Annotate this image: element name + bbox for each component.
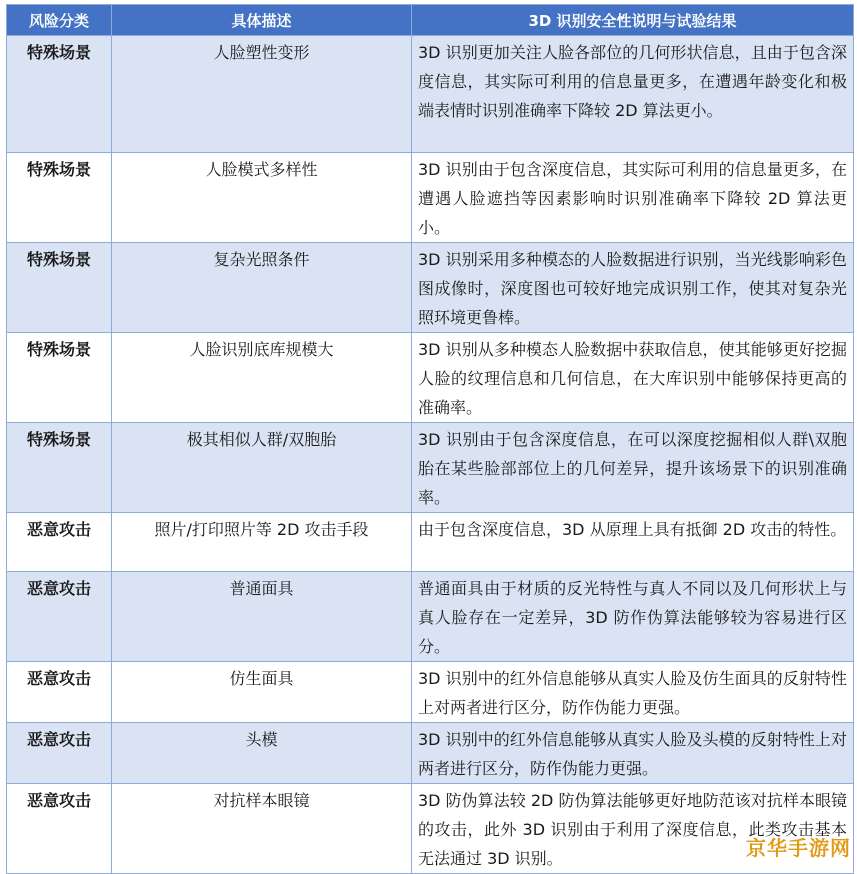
cell-category: 特殊场景 — [7, 243, 112, 333]
cell-description: 复杂光照条件 — [112, 243, 412, 333]
header-description: 具体描述 — [112, 5, 412, 36]
header-row — [7, 5, 854, 36]
cell-description: 人脸识别底库规模大 — [112, 333, 412, 423]
cell-result: 3D 识别采用多种模态的人脸数据进行识别，当光线影响彩色图成像时，深度图也可较好地完成识别工作，使其对复杂光照环境更鲁棒。 — [412, 243, 854, 333]
cell-description: 仿生面具 — [112, 662, 412, 723]
table-row — [7, 662, 854, 723]
cell-result: 3D 识别由于包含深度信息，其实际可利用的信息量更多，在遭遇人脸遮挡等因素影响时识别准确率下降较 2D 算法更小。 — [412, 153, 854, 243]
cell-description: 人脸模式多样性 — [112, 153, 412, 243]
cell-description: 普通面具 — [112, 572, 412, 662]
cell-result: 由于包含深度信息，3D 从原理上具有抵御 2D 攻击的特性。 — [412, 513, 854, 572]
cell-category: 特殊场景 — [7, 423, 112, 513]
cell-description: 人脸塑性变形 — [112, 36, 412, 153]
table-row — [7, 36, 854, 153]
header-risk-category: 风险分类 — [7, 5, 112, 36]
cell-result: 3D 识别更加关注人脸各部位的几何形状信息，且由于包含深度信息，其实际可利用的信息量更多，在遭遇年龄变化和极端表情时识别准确率下降较 2D 算法更小。 — [412, 36, 854, 153]
table-row — [7, 723, 854, 784]
risk-table — [6, 4, 854, 874]
table-row — [7, 423, 854, 513]
cell-result: 3D 识别中的红外信息能够从真实人脸及头模的反射特性上对两者进行区分，防作伪能力更强。 — [412, 723, 854, 784]
cell-category: 恶意攻击 — [7, 572, 112, 662]
cell-result: 3D 防伪算法较 2D 防伪算法能够更好地防范该对抗样本眼镜的攻击，此外 3D 识别由于利用了深度信息，此类攻击基本无法通过 3D 识别。 — [412, 784, 854, 874]
cell-category: 恶意攻击 — [7, 662, 112, 723]
cell-category: 恶意攻击 — [7, 784, 112, 874]
cell-category: 特殊场景 — [7, 36, 112, 153]
cell-result: 3D 识别由于包含深度信息，在可以深度挖掘相似人群\双胞胎在某些脸部部位上的几何差异，提升该场景下的识别准确率。 — [412, 423, 854, 513]
cell-result: 3D 识别从多种模态人脸数据中获取信息，使其能够更好挖掘人脸的纹理信息和几何信息，在大库识别中能够保持更高的准确率。 — [412, 333, 854, 423]
cell-result: 3D 识别中的红外信息能够从真实人脸及仿生面具的反射特性上对两者进行区分，防作伪能力更强。 — [412, 662, 854, 723]
cell-description: 极其相似人群/双胞胎 — [112, 423, 412, 513]
cell-description: 头模 — [112, 723, 412, 784]
table-row — [7, 513, 854, 572]
table-row — [7, 243, 854, 333]
cell-category: 特殊场景 — [7, 153, 112, 243]
cell-description: 对抗样本眼镜 — [112, 784, 412, 874]
cell-category: 恶意攻击 — [7, 723, 112, 784]
table-row — [7, 153, 854, 243]
cell-category: 特殊场景 — [7, 333, 112, 423]
table-row — [7, 784, 854, 874]
table-row — [7, 333, 854, 423]
table-row — [7, 572, 854, 662]
header-result: 3D 识别安全性说明与试验结果 — [412, 5, 854, 36]
cell-description: 照片/打印照片等 2D 攻击手段 — [112, 513, 412, 572]
cell-category: 恶意攻击 — [7, 513, 112, 572]
watermark-logo: 京华手游网 — [746, 836, 851, 860]
cell-result: 普通面具由于材质的反光特性与真人不同以及几何形状上与真人脸存在一定差异，3D 防作伪算法能够较为容易进行区分。 — [412, 572, 854, 662]
